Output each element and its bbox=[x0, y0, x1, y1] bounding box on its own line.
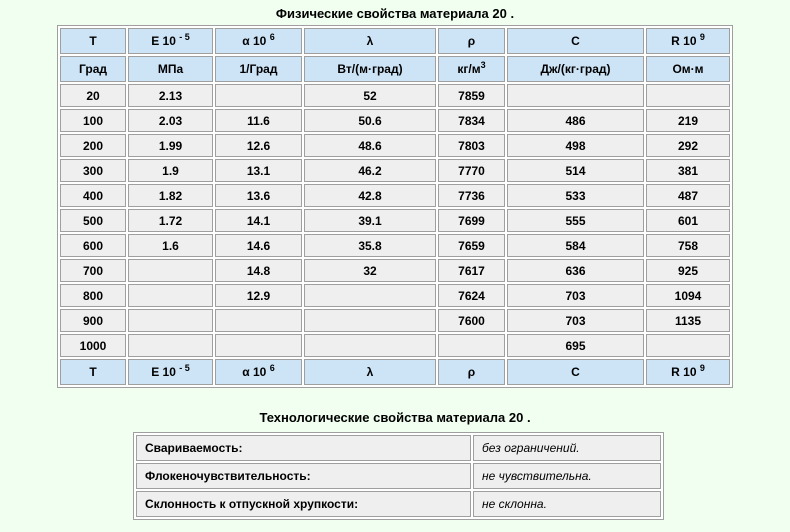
column-footer-cell bbox=[507, 359, 644, 385]
unit-cell bbox=[438, 56, 505, 82]
column-footer-cell bbox=[646, 359, 730, 385]
unit-cell bbox=[215, 56, 302, 82]
column-unit: Дж/(кг·град) bbox=[540, 62, 611, 76]
column-symbol: E 10 bbox=[151, 365, 176, 379]
data-cell: 20 bbox=[60, 84, 126, 107]
column-header-cell bbox=[507, 28, 644, 54]
data-cell: 925 bbox=[646, 259, 730, 282]
column-unit: Вт/(м·град) bbox=[337, 62, 403, 76]
data-cell: 1000 bbox=[60, 334, 126, 357]
data-cell: 52 bbox=[304, 84, 436, 107]
column-unit: кг/м bbox=[457, 62, 481, 76]
column-symbol-superscript: - 5 bbox=[179, 363, 190, 373]
data-cell: 703 bbox=[507, 284, 644, 307]
column-unit: Град bbox=[79, 62, 107, 76]
column-symbol-superscript: - 5 bbox=[179, 32, 190, 42]
data-cell: 1135 bbox=[646, 309, 730, 332]
column-header-cell bbox=[304, 28, 436, 54]
data-cell bbox=[507, 84, 644, 107]
column-header-cell bbox=[60, 28, 126, 54]
data-cell: 7624 bbox=[438, 284, 505, 307]
column-symbol: R 10 bbox=[671, 34, 697, 48]
data-cell: 584 bbox=[507, 234, 644, 257]
physical-properties-title: Физические свойства материала 20 . bbox=[275, 6, 515, 21]
column-unit-superscript: 3 bbox=[480, 60, 486, 70]
tech-property-value: без ограничений. bbox=[473, 435, 661, 461]
data-cell: 487 bbox=[646, 184, 730, 207]
data-cell bbox=[128, 284, 213, 307]
tech-property-label: Свариваемость: bbox=[136, 435, 471, 461]
data-cell: 7699 bbox=[438, 209, 505, 232]
data-cell bbox=[215, 334, 302, 357]
data-cell: 12.9 bbox=[215, 284, 302, 307]
data-row bbox=[60, 184, 730, 207]
data-cell: 1.99 bbox=[128, 134, 213, 157]
data-cell bbox=[128, 309, 213, 332]
column-symbol: α 10 bbox=[242, 34, 267, 48]
data-row bbox=[60, 84, 730, 107]
data-cell: 533 bbox=[507, 184, 644, 207]
data-cell: 7770 bbox=[438, 159, 505, 182]
unit-cell bbox=[128, 56, 213, 82]
data-cell: 7600 bbox=[438, 309, 505, 332]
column-footer-row bbox=[60, 359, 730, 385]
data-cell: 14.6 bbox=[215, 234, 302, 257]
data-cell: 7803 bbox=[438, 134, 505, 157]
column-header-cell bbox=[438, 28, 505, 54]
column-symbol: C bbox=[571, 365, 580, 379]
data-cell: 14.1 bbox=[215, 209, 302, 232]
column-symbol: C bbox=[571, 34, 580, 48]
data-cell: 48.6 bbox=[304, 134, 436, 157]
data-cell: 300 bbox=[60, 159, 126, 182]
column-symbol-superscript: 9 bbox=[699, 32, 705, 42]
data-row bbox=[60, 309, 730, 332]
column-symbol: λ bbox=[366, 34, 374, 48]
data-cell: 1.9 bbox=[128, 159, 213, 182]
data-cell: 695 bbox=[507, 334, 644, 357]
column-header-cell bbox=[646, 28, 730, 54]
data-cell bbox=[304, 284, 436, 307]
physical-properties-tbody bbox=[60, 28, 730, 385]
unit-cell bbox=[646, 56, 730, 82]
data-cell: 703 bbox=[507, 309, 644, 332]
data-cell: 486 bbox=[507, 109, 644, 132]
tech-property-label: Флокеночувствительность: bbox=[136, 463, 471, 489]
column-footer-cell bbox=[438, 359, 505, 385]
column-symbol-superscript: 6 bbox=[269, 363, 275, 373]
data-cell: 900 bbox=[60, 309, 126, 332]
units-row bbox=[60, 56, 730, 82]
column-symbol: ρ bbox=[467, 34, 476, 48]
tech-property-value: не чувствительна. bbox=[473, 463, 661, 489]
data-row bbox=[60, 284, 730, 307]
data-cell: 555 bbox=[507, 209, 644, 232]
data-cell: 39.1 bbox=[304, 209, 436, 232]
data-cell: 46.2 bbox=[304, 159, 436, 182]
data-cell: 35.8 bbox=[304, 234, 436, 257]
data-cell: 7659 bbox=[438, 234, 505, 257]
data-cell: 13.1 bbox=[215, 159, 302, 182]
technological-properties-tbody bbox=[136, 435, 661, 517]
column-header-cell bbox=[128, 28, 213, 54]
data-cell bbox=[215, 84, 302, 107]
data-cell: 7617 bbox=[438, 259, 505, 282]
data-row bbox=[60, 134, 730, 157]
data-cell: 12.6 bbox=[215, 134, 302, 157]
data-cell: 500 bbox=[60, 209, 126, 232]
data-cell: 219 bbox=[646, 109, 730, 132]
column-symbol: ρ bbox=[467, 365, 476, 379]
column-symbol: T bbox=[89, 365, 97, 379]
column-symbol: T bbox=[89, 34, 97, 48]
data-cell bbox=[304, 334, 436, 357]
column-symbol-superscript: 6 bbox=[269, 32, 275, 42]
unit-cell bbox=[60, 56, 126, 82]
data-cell: 11.6 bbox=[215, 109, 302, 132]
data-cell: 100 bbox=[60, 109, 126, 132]
unit-cell bbox=[304, 56, 436, 82]
data-cell bbox=[438, 334, 505, 357]
data-cell: 400 bbox=[60, 184, 126, 207]
column-header-row bbox=[60, 28, 730, 54]
column-symbol: λ bbox=[366, 365, 374, 379]
data-row bbox=[60, 234, 730, 257]
data-cell: 292 bbox=[646, 134, 730, 157]
data-cell bbox=[304, 309, 436, 332]
data-row bbox=[60, 259, 730, 282]
tech-row bbox=[136, 435, 661, 461]
tech-row bbox=[136, 491, 661, 517]
data-cell: 700 bbox=[60, 259, 126, 282]
data-cell: 514 bbox=[507, 159, 644, 182]
data-cell: 13.6 bbox=[215, 184, 302, 207]
technological-properties-title: Технологические свойства материала 20 . bbox=[259, 410, 531, 425]
tech-row bbox=[136, 463, 661, 489]
technological-properties-table bbox=[133, 432, 664, 520]
unit-cell bbox=[507, 56, 644, 82]
data-cell bbox=[646, 84, 730, 107]
column-footer-cell bbox=[128, 359, 213, 385]
data-cell: 600 bbox=[60, 234, 126, 257]
column-symbol: E 10 bbox=[151, 34, 176, 48]
physical-properties-table bbox=[57, 25, 733, 388]
data-cell: 636 bbox=[507, 259, 644, 282]
data-cell: 498 bbox=[507, 134, 644, 157]
data-row bbox=[60, 109, 730, 132]
tech-property-value: не склонна. bbox=[473, 491, 661, 517]
tech-property-label: Склонность к отпускной хрупкости: bbox=[136, 491, 471, 517]
data-cell: 758 bbox=[646, 234, 730, 257]
data-cell: 14.8 bbox=[215, 259, 302, 282]
data-cell: 7736 bbox=[438, 184, 505, 207]
data-cell bbox=[215, 309, 302, 332]
column-footer-cell bbox=[60, 359, 126, 385]
column-footer-cell bbox=[215, 359, 302, 385]
data-cell: 1094 bbox=[646, 284, 730, 307]
data-cell: 1.6 bbox=[128, 234, 213, 257]
data-cell: 50.6 bbox=[304, 109, 436, 132]
data-cell: 7859 bbox=[438, 84, 505, 107]
data-cell: 381 bbox=[646, 159, 730, 182]
data-cell: 32 bbox=[304, 259, 436, 282]
data-cell: 800 bbox=[60, 284, 126, 307]
column-symbol: α 10 bbox=[242, 365, 267, 379]
data-cell: 601 bbox=[646, 209, 730, 232]
data-cell: 200 bbox=[60, 134, 126, 157]
data-cell bbox=[646, 334, 730, 357]
column-footer-cell bbox=[304, 359, 436, 385]
column-header-cell bbox=[215, 28, 302, 54]
data-cell: 1.82 bbox=[128, 184, 213, 207]
data-row bbox=[60, 209, 730, 232]
column-symbol: R 10 bbox=[671, 365, 697, 379]
data-cell: 2.13 bbox=[128, 84, 213, 107]
data-row bbox=[60, 334, 730, 357]
column-unit: МПа bbox=[157, 62, 184, 76]
column-symbol-superscript: 9 bbox=[699, 363, 705, 373]
data-cell: 7834 bbox=[438, 109, 505, 132]
data-cell bbox=[128, 259, 213, 282]
data-cell: 42.8 bbox=[304, 184, 436, 207]
column-unit: Ом·м bbox=[672, 62, 704, 76]
column-unit: 1/Град bbox=[239, 62, 278, 76]
data-cell: 2.03 bbox=[128, 109, 213, 132]
data-cell: 1.72 bbox=[128, 209, 213, 232]
data-row bbox=[60, 159, 730, 182]
data-cell bbox=[128, 334, 213, 357]
